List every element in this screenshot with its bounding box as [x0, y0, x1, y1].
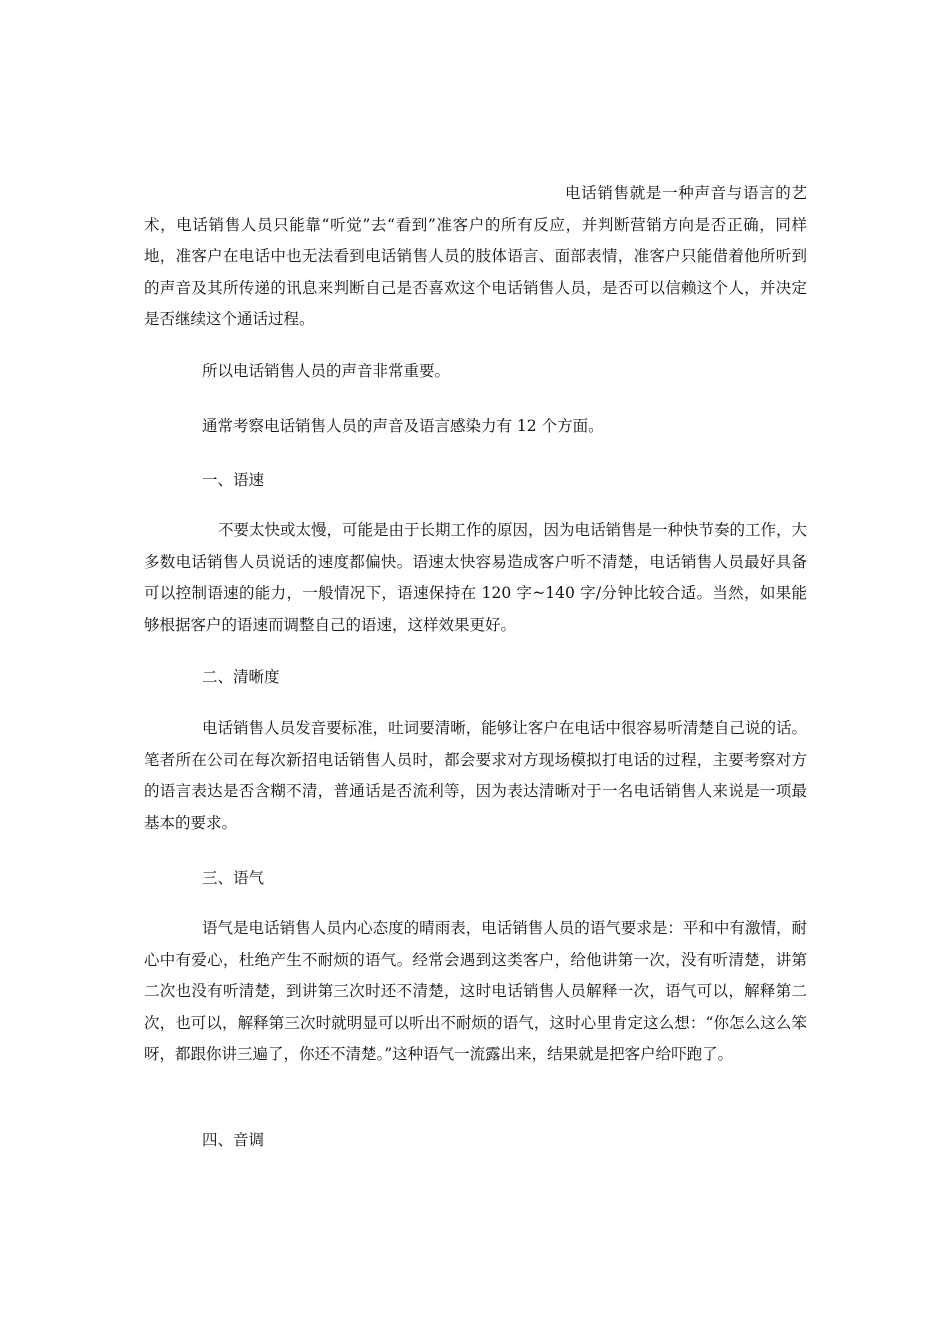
- aspects-paragraph: 通常考察电话销售人员的声音及语言感染力有 12 个方面。: [202, 417, 604, 435]
- importance-paragraph: 所以电话销售人员的声音非常重要。: [202, 362, 451, 380]
- section-body: 电话销售人员发音要标准，吐词要清晰，能够让客户在电话中很容易听清楚自己说的话。笔者所在公司在每次新招电话销售人员时，都会要求对方现场模拟打电话的过程，主要考察对方的语言表达是否含糊不清，普通话是否流利等，因为表达清晰对于一名电话销售人来说是一项最基本的要求。: [144, 719, 807, 832]
- intro-paragraph: 电话销售就是一种声音与语言的艺术，电话销售人员只能靠“听觉”去“看到”准客户的所有反应，并判断营销方向是否正确，同样地，准客户在电话中也无法看到电话销售人员的肢体语言、面部表情，准客户只能借着他所听到的声音及其所传递的讯息来判断自己是否喜欢这个电话销售人员，是否可以信赖这个人，并决定是否继续这个通话过程。: [144, 184, 807, 328]
- section-heading: 三、语气: [202, 869, 265, 887]
- section-body: 不要太快或太慢，可能是由于长期工作的原因，因为电话销售是一种快节奏的工作，大多数电话销售人员说话的速度都偏快。语速太快容易造成客户听不清楚，电话销售人员最好具备可以控制语速的能力，一般情况下，语速保持在 120 字~140 字/分钟比较合适。当然，如果能够根据客户的语速而调整自己的语速，这样效果更好。: [144, 521, 808, 634]
- section-heading: 二、清晰度: [202, 668, 280, 686]
- section-heading: 一、语速: [202, 471, 265, 489]
- section-heading: 四、音调: [202, 1131, 265, 1149]
- section-body: 语气是电话销售人员内心态度的晴雨表，电话销售人员的语气要求是：平和中有激情，耐心中有爱心，杜绝产生不耐烦的语气。经常会遇到这类客户，给他讲第一次，没有听清楚，讲第二次也没有听清楚，到讲第三次时还不清楚，这时电话销售人员解释一次，语气可以，解释第二次，也可以，解释第三次时就明显可以听出不耐烦的语气，这时心里肯定这么想：“你怎么这么笨呀，都跟你讲三遍了，你还不清楚。”这种语气一流露出来，结果就是把客户给吓跑了。: [144, 919, 807, 1063]
